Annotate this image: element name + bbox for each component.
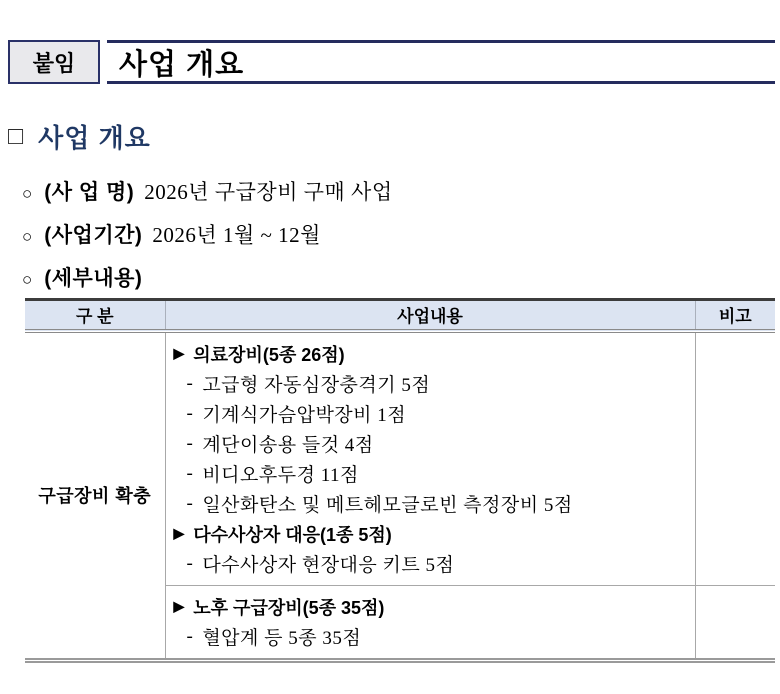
content-line-text: 다수사상자 현장대응 키트 5점 bbox=[202, 555, 455, 576]
content-line-text: 혈압계 등 5종 35점 bbox=[202, 628, 362, 649]
bullet-text: 2026년 구급장비 구매 사업 bbox=[144, 180, 393, 204]
circle-bullet-icon: ○ bbox=[22, 184, 33, 203]
bullet-list bbox=[22, 176, 393, 305]
bullet-project-details bbox=[22, 262, 393, 290]
project-details-table bbox=[25, 298, 775, 663]
content-line bbox=[174, 369, 687, 399]
content-line-text: 다수사상자 대응(1종 5점) bbox=[193, 524, 392, 545]
content-line bbox=[174, 429, 687, 459]
table-header-row bbox=[25, 300, 775, 331]
table-row bbox=[25, 331, 775, 586]
doc-header bbox=[8, 40, 775, 84]
circle-bullet-icon: ○ bbox=[22, 227, 33, 246]
attachment-badge bbox=[8, 40, 100, 84]
section-heading bbox=[8, 118, 151, 155]
column-header-category: 구 분 bbox=[25, 300, 165, 331]
content-line bbox=[174, 489, 687, 519]
content-line bbox=[174, 592, 687, 622]
circle-bullet-icon: ○ bbox=[22, 270, 33, 289]
section-heading-label: 사업 개요 bbox=[38, 123, 151, 153]
content-line bbox=[174, 549, 687, 579]
content-line-text: 의료장비(5종 26점) bbox=[193, 344, 345, 365]
content-line-text: 기계식가슴압박장비 1점 bbox=[202, 405, 407, 426]
content-line-text: 고급형 자동심장충격기 5점 bbox=[202, 375, 431, 396]
content-cell-row1 bbox=[165, 331, 695, 586]
content-line-text: 일산화탄소 및 메트헤모글로빈 측정장비 5점 bbox=[202, 495, 573, 516]
triangle-bullet-icon: ▶ bbox=[173, 598, 185, 614]
content-line bbox=[174, 399, 687, 429]
column-header-content: 사업내용 bbox=[165, 300, 695, 331]
content-line bbox=[174, 519, 687, 549]
bullet-label: (사 업 명) bbox=[44, 181, 135, 204]
content-line-text: 노후 구급장비(5종 35점) bbox=[193, 597, 385, 618]
content-line bbox=[174, 459, 687, 489]
bullet-project-name bbox=[22, 176, 393, 204]
content-line-text: 비디오후두경 11점 bbox=[202, 465, 359, 486]
triangle-bullet-icon: ▶ bbox=[173, 345, 185, 361]
dash-bullet-icon: - bbox=[186, 552, 194, 574]
dash-bullet-icon: - bbox=[186, 462, 194, 484]
attachment-badge-label: 붙임 bbox=[32, 50, 76, 76]
category-cell: 구급장비 확충 bbox=[25, 331, 165, 661]
remarks-cell-row1 bbox=[695, 331, 775, 586]
dash-bullet-icon: - bbox=[186, 402, 194, 424]
content-line bbox=[174, 622, 687, 652]
dash-bullet-icon: - bbox=[186, 625, 194, 647]
bullet-project-period bbox=[22, 219, 393, 247]
dash-bullet-icon: - bbox=[186, 372, 194, 394]
bullet-text: 2026년 1월 ~ 12월 bbox=[152, 223, 321, 247]
dash-bullet-icon: - bbox=[186, 432, 194, 454]
content-line-text: 계단이송용 들것 4점 bbox=[202, 435, 374, 456]
content-cell-row2 bbox=[165, 585, 695, 660]
square-bullet-icon: □ bbox=[8, 122, 25, 150]
remarks-cell-row2 bbox=[695, 585, 775, 660]
content-line bbox=[174, 339, 687, 369]
triangle-bullet-icon: ▶ bbox=[173, 525, 185, 541]
bullet-label: (세부내용) bbox=[44, 267, 143, 290]
doc-title-rule bbox=[107, 40, 775, 84]
column-header-remarks: 비고 bbox=[695, 300, 775, 331]
doc-title: 사업 개요 bbox=[119, 48, 245, 81]
dash-bullet-icon: - bbox=[186, 492, 194, 514]
bullet-label: (사업기간) bbox=[44, 224, 143, 247]
